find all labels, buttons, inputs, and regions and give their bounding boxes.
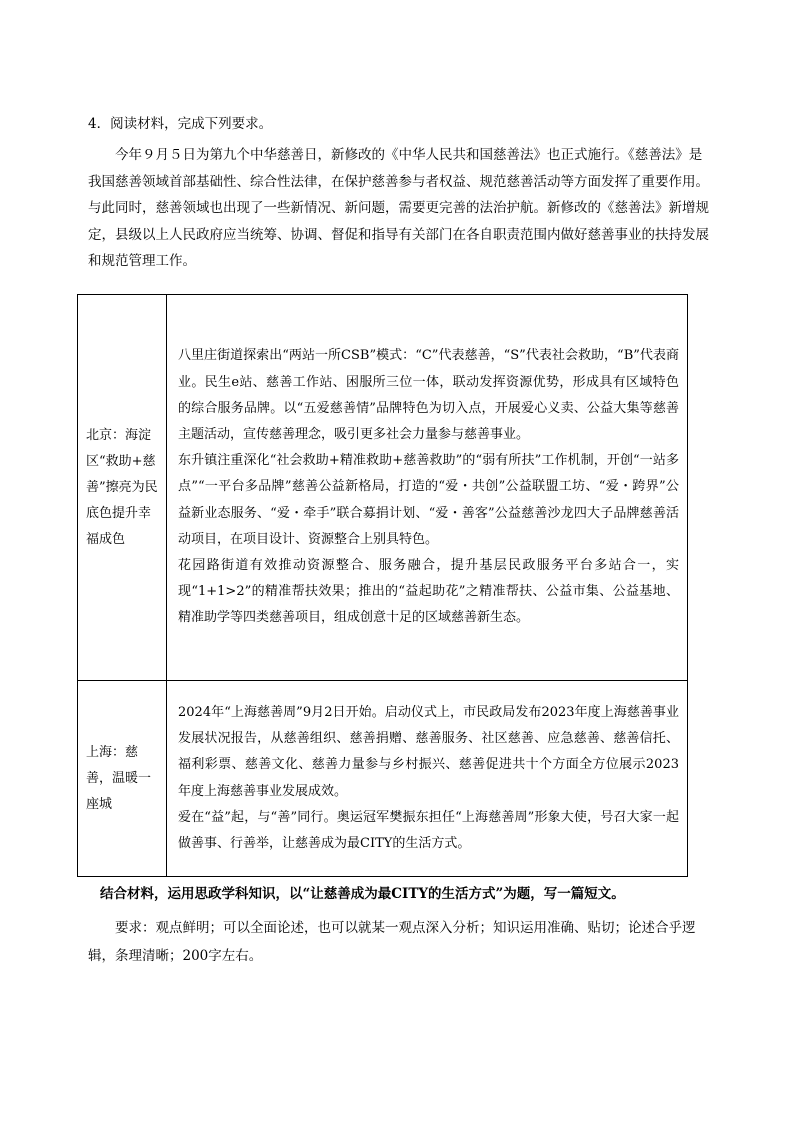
- material-table: [77, 294, 688, 877]
- table-row: [78, 681, 688, 877]
- content-paragraph: 花园路街道有效推动资源整合、服务融合，提升基层民政服务平台多站合一，实现“1+1>2”的精准帮扶效果；推出的“益起助花”之精准帮扶、公益市集、公益基地、精准助学等四类慈善项目，组成创意十足的区域慈善新生态。: [178, 558, 679, 626]
- content-paragraph: 八里庄街道探索出“两站一所CSB”模式：“C”代表慈善，“S”代表社会救助，“B”代表商业。民生e站、慈善工作站、困服所三位一体，联动发挥资源优势，形成具有区域特色的综合服务品牌。以“五爱慈善情”品牌特色为切入点，开展爱心义卖、公益大集等慈善主题活动，宣传慈善理念，吸引更多社会力量参与慈善事业。: [178, 348, 679, 442]
- content-paragraph: 2024年“上海慈善周”9月2日开始。启动仪式上，市民政局发布2023年度上海慈善事业发展状况报告，从慈善组织、慈善捐赠、慈善服务、社区慈善、应急慈善、慈善信托、福利彩票、慈善文化、慈善力量参与乡村振兴、慈善促进共十个方面全方位展示2023年度上海慈善事业发展成效。: [178, 704, 679, 799]
- writing-requirements: 要求：观点鲜明；可以全面论述，也可以就某一观点深入分析；知识运用准确、贴切；论述合乎逻辑，条理清晰；200字左右。: [88, 920, 696, 964]
- region-cell: 北京：海淀区“救助+慈善”擦亮为民底色提升幸福成色: [78, 295, 167, 681]
- question-title: 4．阅读材料，完成下列要求。: [88, 116, 273, 132]
- content-paragraph: 爱在“益”起，与“善”同行。奥运冠军樊振东担任“上海慈善周”形象大使，号召大家一起做善事、行善举，让慈善成为最CITY的生活方式。: [178, 809, 679, 851]
- question-intro: 今年９月５日为第九个中华慈善日，新修改的《中华人民共和国慈善法》也正式施行。《慈善法》是我国慈善领域首部基础性、综合性法律，在保护慈善参与者权益、规范慈善活动等方面发挥了重要作用。与此同时，慈善领域也出现了一些新情况、新问题，需要更完善的法治护航。新修改的《慈善法》新增规定，县级以上人民政府应当统筹、协调、督促和指导有关部门在各自职责范围内做好慈善事业的扶持发展和规范管理工作。: [88, 147, 709, 270]
- content-paragraph: 东升镇注重深化“社会救助+精准救助+慈善救助”的“弱有所扶”工作机制，开创“一站多点”“一平台多品牌”慈善公益新格局，打造的“爱・共创”公益联盟工坊、“爱・跨界”公益新业态服务、“爱・牵手”联合募捐计划、“爱・善客”公益慈善沙龙四大子品牌慈善活动项目，在项目设计、资源整合上别具特色。: [178, 453, 679, 547]
- region-cell: 上海：慈善，温暖一座城: [78, 681, 167, 877]
- writing-task: 结合材料，运用思政学科知识，以“让慈善成为最CITY的生活方式”为题，写一篇短文。: [100, 886, 625, 902]
- table-row: [78, 295, 688, 681]
- content-cell: [167, 295, 688, 681]
- content-cell: [167, 681, 688, 877]
